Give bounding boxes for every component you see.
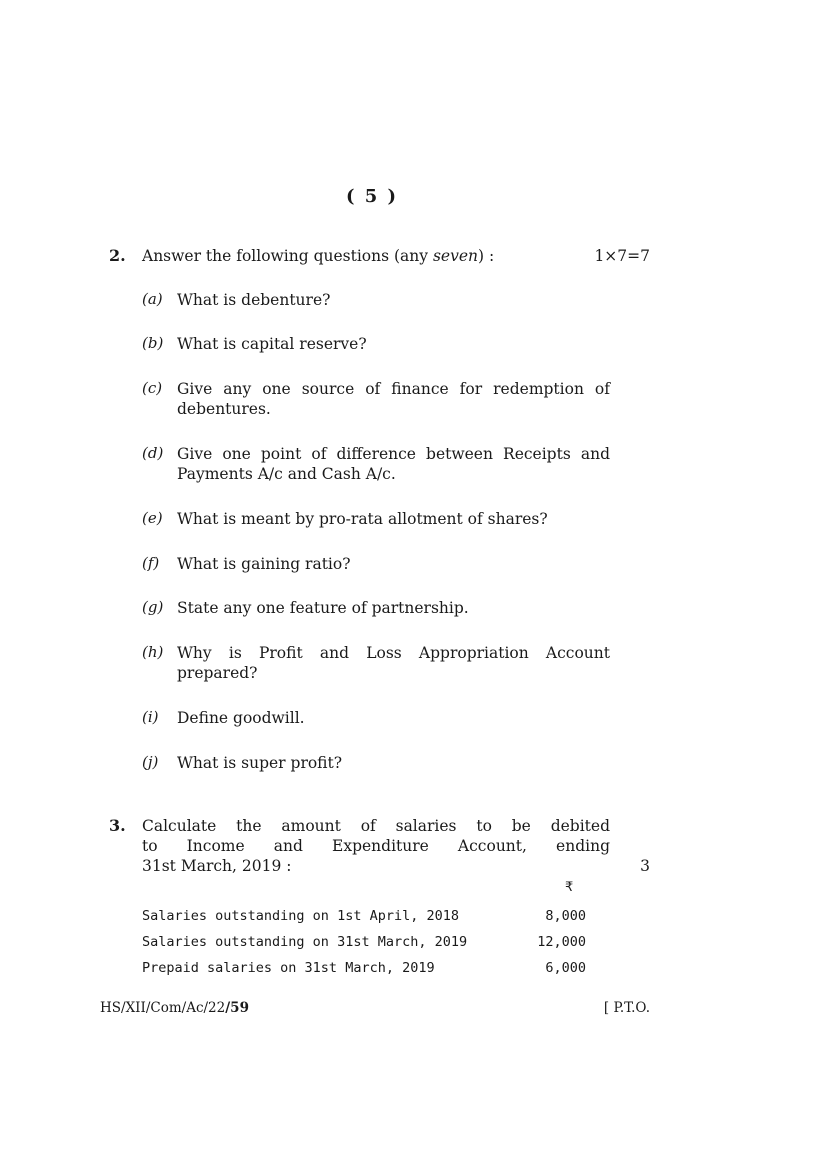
item-label: (b) xyxy=(142,334,164,352)
item-text: What is super profit? xyxy=(177,754,343,772)
item-text: What is meant by pro-rata allotment of shares? xyxy=(177,510,548,528)
table-row-amount: 6,000 xyxy=(545,960,586,976)
question-2-prompt xyxy=(142,246,494,266)
page-number: ( 5 ) xyxy=(345,186,399,207)
item-text: Payments A/c and Cash A/c. xyxy=(177,465,396,483)
question-3-line-1: Calculate the amount of salaries to be debited xyxy=(142,817,610,835)
question-3-marks: 3 xyxy=(640,857,650,875)
item-text: debentures. xyxy=(177,400,271,418)
question-2-number: 2. xyxy=(109,246,126,265)
item-text: What is capital reserve? xyxy=(177,335,367,353)
question-2-prompt-text: Answer the following questions (any xyxy=(142,247,429,265)
item-text: Give any one source of finance for redemption of xyxy=(177,380,610,398)
question-2-prompt-italic: seven xyxy=(432,247,479,265)
item-label: (d) xyxy=(142,444,164,462)
rupee-symbol: ₹ xyxy=(565,880,574,895)
item-text: State any one feature of partnership. xyxy=(177,599,469,617)
item-label: (i) xyxy=(142,708,159,726)
pto-marker: [ P.T.O. xyxy=(603,1000,650,1016)
item-text: Give one point of difference between Receipts and xyxy=(177,445,610,463)
item-label: (a) xyxy=(142,290,163,308)
item-label: (c) xyxy=(142,379,163,397)
paper-code-text: HS/XII/Com/Ac/22 xyxy=(100,1000,226,1016)
question-3-line-3: 31st March, 2019 : xyxy=(142,857,292,875)
item-text: What is gaining ratio? xyxy=(177,555,351,573)
item-text: prepared? xyxy=(177,664,258,682)
item-label: (g) xyxy=(142,598,164,616)
item-label: (e) xyxy=(142,509,163,527)
question-2-marks: 1×7=7 xyxy=(594,247,650,265)
item-text: Define goodwill. xyxy=(177,709,305,727)
table-row-amount: 12,000 xyxy=(537,934,586,950)
item-label: (h) xyxy=(142,643,164,661)
paper-code-bold: /59 xyxy=(225,1000,249,1016)
question-3-line-2: to Income and Expenditure Account, ending xyxy=(142,837,610,855)
item-text: What is debenture? xyxy=(177,291,331,309)
paper-code xyxy=(100,1000,249,1016)
table-row-label: Salaries outstanding on 31st March, 2019 xyxy=(142,934,468,950)
table-row-label: Salaries outstanding on 1st April, 2018 xyxy=(142,908,459,924)
item-label: (f) xyxy=(142,554,160,572)
item-label: (j) xyxy=(142,753,159,771)
table-row-label: Prepaid salaries on 31st March, 2019 xyxy=(142,960,435,976)
table-row-amount: 8,000 xyxy=(545,908,586,924)
question-3-number: 3. xyxy=(109,816,126,835)
item-text: Why is Profit and Loss Appropriation Account xyxy=(177,644,610,662)
question-2-prompt-end: ) : xyxy=(478,247,495,265)
